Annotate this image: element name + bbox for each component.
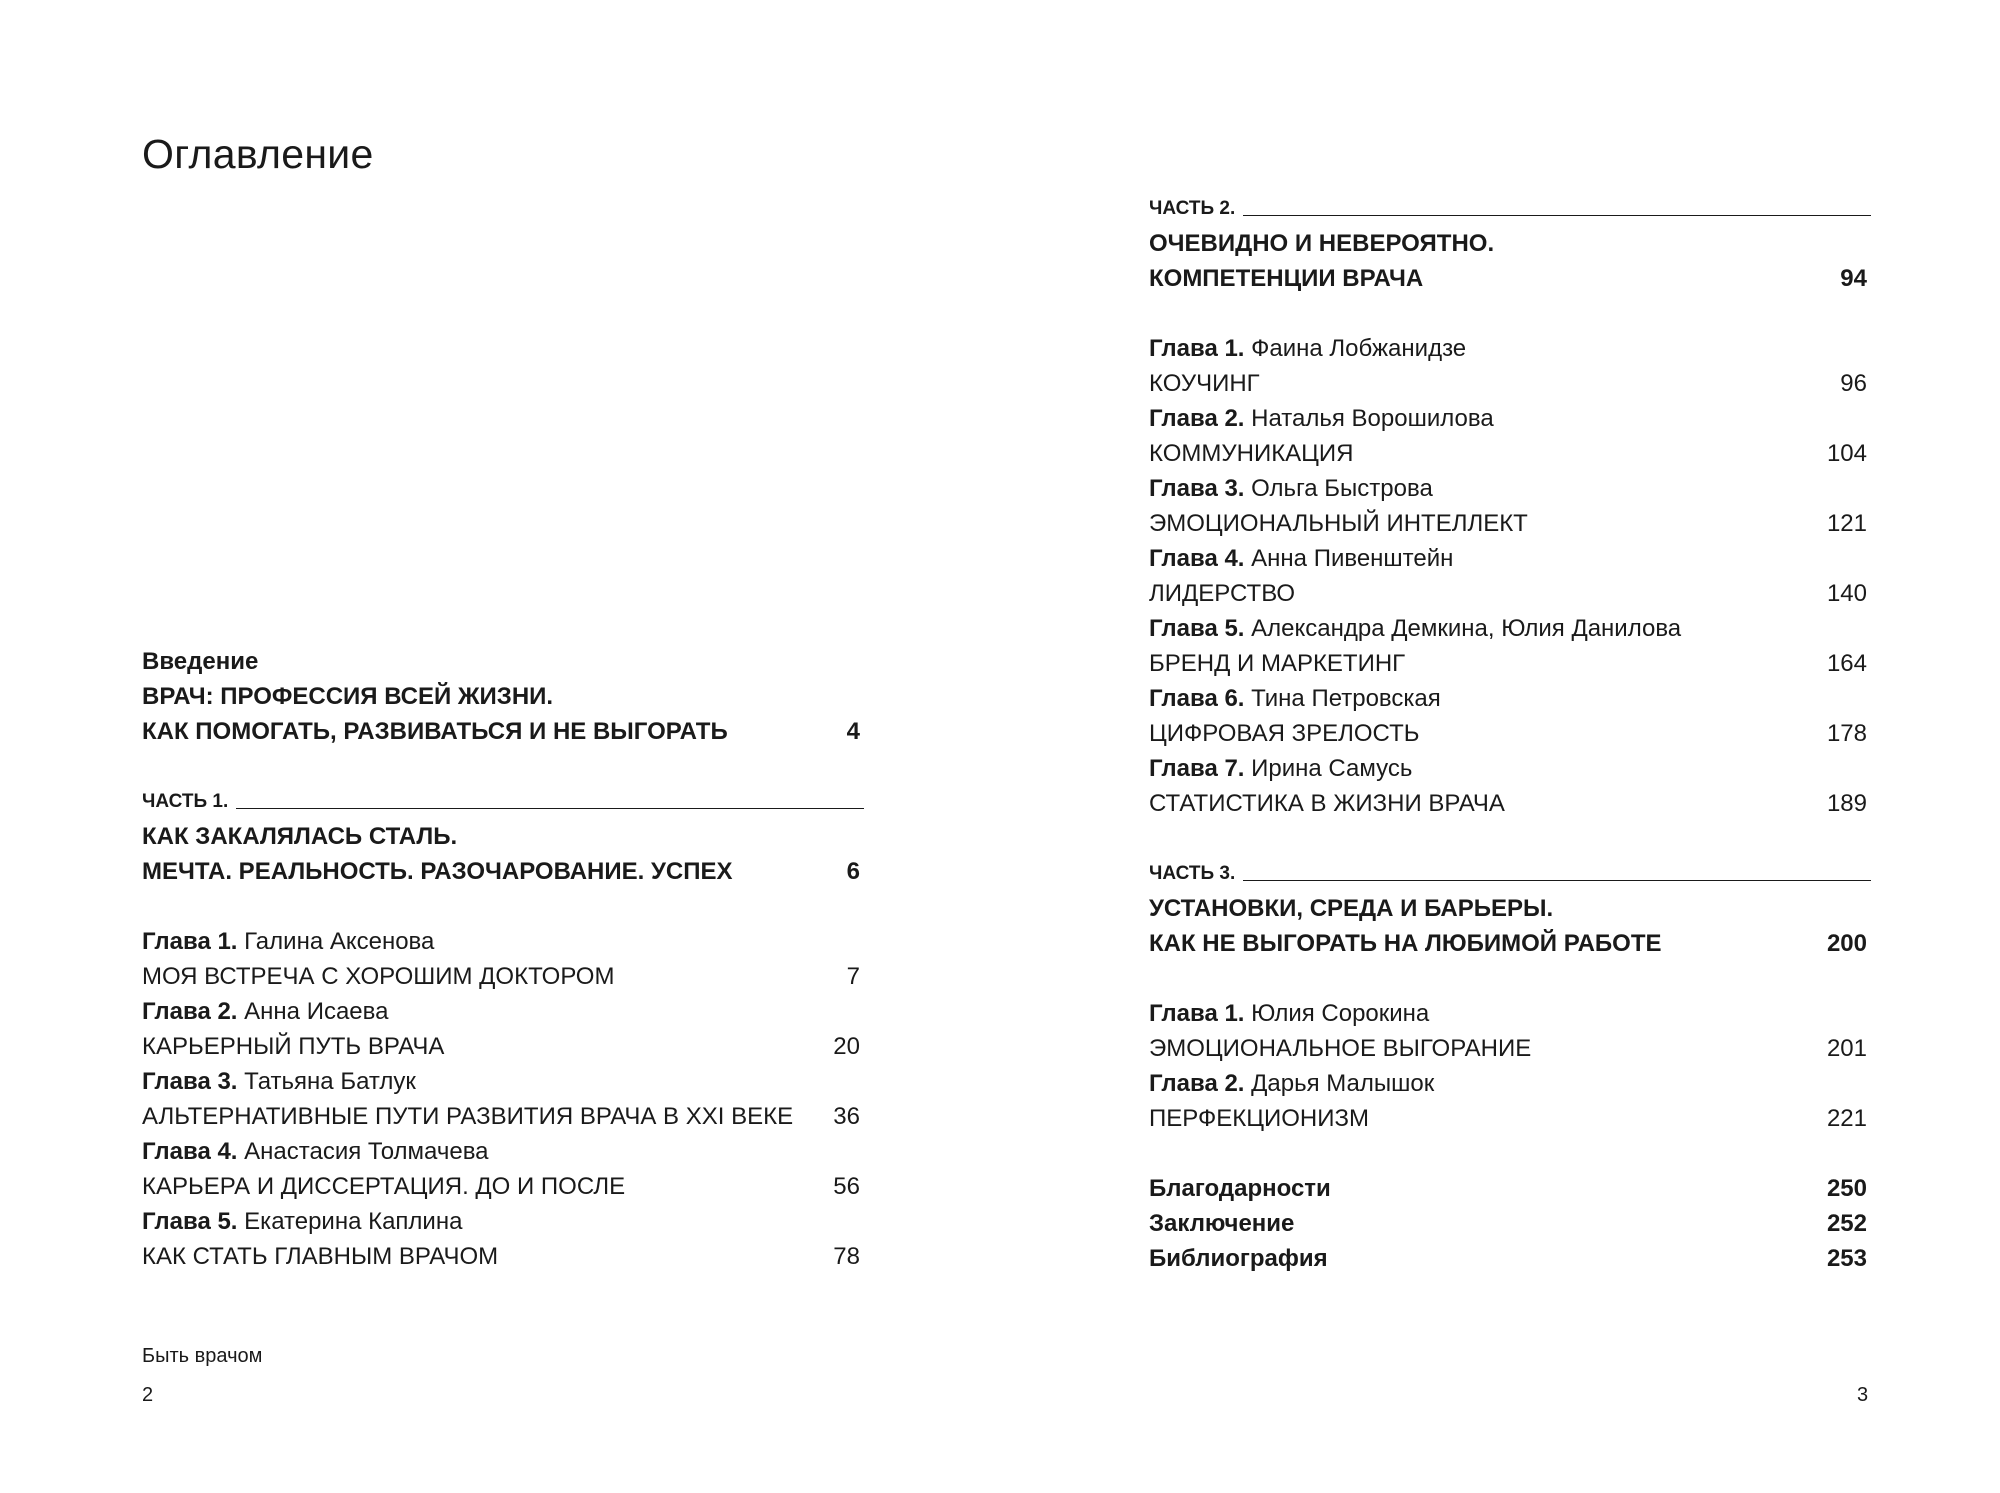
part1-chapter-1[interactable] <box>142 924 864 994</box>
chapter-page-number: 56 <box>833 1173 860 1200</box>
chapter-title: КАРЬЕРНЫЙ ПУТЬ ВРАЧА <box>142 1033 445 1060</box>
chapter-label: Глава 1. <box>1149 1000 1245 1027</box>
part1-title-line1: КАК ЗАКАЛЯЛАСЬ СТАЛЬ. <box>142 823 458 850</box>
chapter-title: СТАТИСТИКА В ЖИЗНИ ВРАЧА <box>1149 790 1505 817</box>
chapter-title-row <box>1149 646 1871 681</box>
chapter-page-number: 104 <box>1826 440 1867 467</box>
part1-chapter-3[interactable] <box>142 1064 864 1134</box>
chapter-author: Фаина Лобжанидзе <box>1251 335 1467 362</box>
chapter-page-number: 121 <box>1826 510 1867 537</box>
chapter-author-row <box>1149 331 1871 366</box>
part2-chapter-7[interactable] <box>1149 751 1871 821</box>
chapter-page-number: 20 <box>833 1033 860 1060</box>
chapter-author-row <box>142 1204 864 1239</box>
part2-chapter-2[interactable] <box>1149 401 1871 471</box>
chapter-label: Глава 4. <box>1149 545 1245 572</box>
chapter-label: Глава 7. <box>1149 755 1245 782</box>
chapter-author: Ирина Самусь <box>1251 755 1413 782</box>
chapter-author: Юлия Сорокина <box>1251 1000 1430 1027</box>
part2-chapter-4[interactable] <box>1149 541 1871 611</box>
chapter-author-row <box>142 924 864 959</box>
chapter-author: Галина Аксенова <box>244 928 435 955</box>
chapter-title-row <box>1149 716 1871 751</box>
intro-page-number: 4 <box>846 718 860 745</box>
chapter-author-row <box>1149 1066 1871 1101</box>
chapter-page-number: 7 <box>846 963 860 990</box>
chapter-author: Татьяна Батлук <box>244 1068 416 1095</box>
chapter-label: Глава 5. <box>142 1208 238 1235</box>
folio-left: 2 <box>142 1384 154 1406</box>
part1-chapter-5[interactable] <box>142 1204 864 1274</box>
chapter-title: ПЕРФЕКЦИОНИЗМ <box>1149 1105 1369 1132</box>
part1-chapter-2[interactable] <box>142 994 864 1064</box>
intro-title-row-1 <box>142 679 864 714</box>
chapter-label: Глава 5. <box>1149 615 1245 642</box>
chapter-author-row <box>142 1064 864 1099</box>
chapter-title-row <box>1149 1101 1871 1136</box>
chapter-title: ЛИДЕРСТВО <box>1149 580 1296 607</box>
chapter-title-row <box>1149 506 1871 541</box>
chapter-label: Глава 6. <box>1149 685 1245 712</box>
folio-right: 3 <box>1857 1384 1869 1406</box>
backmatter-title: Заключение <box>1149 1210 1295 1237</box>
chapter-label: Глава 2. <box>1149 1070 1245 1097</box>
part3-page-number: 200 <box>1826 930 1867 957</box>
chapter-title-row <box>1149 576 1871 611</box>
chapter-title-row <box>142 1029 864 1064</box>
chapter-page-number: 189 <box>1826 790 1867 817</box>
part1-page-number: 6 <box>846 858 860 885</box>
chapter-author-row <box>1149 751 1871 786</box>
chapter-author-row <box>1149 681 1871 716</box>
backmatter-title: Благодарности <box>1149 1175 1331 1202</box>
chapter-label: Глава 2. <box>1149 405 1245 432</box>
chapter-page-number: 96 <box>1840 370 1867 397</box>
page-title: Оглавление <box>142 131 374 177</box>
backmatter-page-number: 253 <box>1826 1245 1867 1272</box>
chapter-title: БРЕНД И МАРКЕТИНГ <box>1149 650 1406 677</box>
toc-left-column <box>142 644 864 1274</box>
part3-chapter-1[interactable] <box>1149 996 1871 1066</box>
chapter-label: Глава 3. <box>1149 475 1245 502</box>
toc-right-column <box>1149 191 1871 1276</box>
part3-title-row-2[interactable] <box>1149 926 1871 961</box>
chapter-author: Анна Исаева <box>244 998 389 1025</box>
chapter-author-row <box>1149 611 1871 646</box>
chapter-title: ЭМОЦИОНАЛЬНОЕ ВЫГОРАНИЕ <box>1149 1035 1532 1062</box>
intro-label-row <box>142 644 864 679</box>
chapter-page-number: 221 <box>1826 1105 1867 1132</box>
chapter-title-row <box>142 1099 864 1134</box>
chapter-title-row <box>1149 786 1871 821</box>
chapter-title: АЛЬТЕРНАТИВНЫЕ ПУТИ РАЗВИТИЯ ВРАЧА В XXI ВЕКЕ <box>142 1103 794 1130</box>
chapter-title-row <box>142 959 864 994</box>
chapter-author-row <box>1149 401 1871 436</box>
chapter-author-row <box>1149 996 1871 1031</box>
intro-label: Введение <box>142 648 259 675</box>
part3-title-row-1 <box>1149 891 1871 926</box>
chapter-author-row <box>142 1134 864 1169</box>
part3-title-line1: УСТАНОВКИ, СРЕДА И БАРЬЕРЫ. <box>1149 895 1554 922</box>
chapter-title: КАК СТАТЬ ГЛАВНЫМ ВРАЧОМ <box>142 1243 499 1270</box>
chapter-title-row <box>1149 1031 1871 1066</box>
part1-rule <box>236 808 864 809</box>
backmatter-page-number: 250 <box>1826 1175 1867 1202</box>
chapter-title: ЦИФРОВАЯ ЗРЕЛОСТЬ <box>1149 720 1420 747</box>
chapter-title: МОЯ ВСТРЕЧА С ХОРОШИМ ДОКТОРОМ <box>142 963 615 990</box>
part2-chapter-3[interactable] <box>1149 471 1871 541</box>
chapter-title-row <box>1149 366 1871 401</box>
chapter-page-number: 36 <box>833 1103 860 1130</box>
part2-label: ЧАСТЬ 2. <box>1149 198 1236 219</box>
part1-header <box>142 784 864 819</box>
part2-title-row-1 <box>1149 226 1871 261</box>
part1-title-row-1 <box>142 819 864 854</box>
part2-header <box>1149 191 1871 226</box>
intro-title-line2: КАК ПОМОГАТЬ, РАЗВИВАТЬСЯ И НЕ ВЫГОРАТЬ <box>142 718 728 745</box>
backmatter-page-number: 252 <box>1826 1210 1867 1237</box>
part2-title-line2: КОМПЕТЕНЦИИ ВРАЧА <box>1149 265 1424 292</box>
chapter-page-number: 140 <box>1826 580 1867 607</box>
chapter-author: Екатерина Каплина <box>244 1208 463 1235</box>
part3-title-line2: КАК НЕ ВЫГОРАТЬ НА ЛЮБИМОЙ РАБОТЕ <box>1149 930 1662 957</box>
backmatter-bibliography[interactable] <box>1149 1241 1871 1276</box>
chapter-author-row <box>1149 471 1871 506</box>
chapter-page-number: 201 <box>1826 1035 1867 1062</box>
part1-chapter-4[interactable] <box>142 1134 864 1204</box>
part2-chapter-1[interactable] <box>1149 331 1871 401</box>
part3-label: ЧАСТЬ 3. <box>1149 863 1236 884</box>
part3-rule <box>1243 880 1871 881</box>
chapter-title-row <box>142 1169 864 1204</box>
chapter-author: Анастасия Толмачева <box>244 1138 489 1165</box>
chapter-author: Анна Пивенштейн <box>1251 545 1454 572</box>
chapter-author-row <box>1149 541 1871 576</box>
chapter-title: КОММУНИКАЦИЯ <box>1149 440 1354 467</box>
chapter-author: Дарья Малышок <box>1251 1070 1435 1097</box>
chapter-author: Ольга Быстрова <box>1251 475 1433 502</box>
part1-title-line2: МЕЧТА. РЕАЛЬНОСТЬ. РАЗОЧАРОВАНИЕ. УСПЕХ <box>142 858 733 885</box>
part2-title-row-2[interactable] <box>1149 261 1871 296</box>
chapter-label: Глава 2. <box>142 998 238 1025</box>
chapter-title: КОУЧИНГ <box>1149 370 1260 397</box>
part3-chapter-2[interactable] <box>1149 1066 1871 1136</box>
chapter-page-number: 178 <box>1826 720 1867 747</box>
intro-title-line1: ВРАЧ: ПРОФЕССИЯ ВСЕЙ ЖИЗНИ. <box>142 683 554 710</box>
part2-rule <box>1243 215 1871 216</box>
part3-header <box>1149 856 1871 891</box>
backmatter-title: Библиография <box>1149 1245 1328 1272</box>
part1-label: ЧАСТЬ 1. <box>142 791 229 812</box>
running-footer-title: Быть врачом <box>142 1345 263 1367</box>
chapter-page-number: 164 <box>1826 650 1867 677</box>
part1-title-row-2[interactable] <box>142 854 864 889</box>
chapter-author: Наталья Ворошилова <box>1251 405 1494 432</box>
chapter-title: КАРЬЕРА И ДИССЕРТАЦИЯ. ДО И ПОСЛЕ <box>142 1173 626 1200</box>
chapter-title-row <box>142 1239 864 1274</box>
part2-title-line1: ОЧЕВИДНО И НЕВЕРОЯТНО. <box>1149 230 1495 257</box>
part2-chapter-6[interactable] <box>1149 681 1871 751</box>
part2-chapter-5[interactable] <box>1149 611 1871 681</box>
backmatter-conclusion[interactable] <box>1149 1206 1871 1241</box>
chapter-author: Александра Демкина, Юлия Данилова <box>1251 615 1682 642</box>
chapter-page-number: 78 <box>833 1243 860 1270</box>
backmatter-acknowledgements[interactable] <box>1149 1171 1871 1206</box>
chapter-label: Глава 3. <box>142 1068 238 1095</box>
chapter-label: Глава 1. <box>142 928 238 955</box>
chapter-title: ЭМОЦИОНАЛЬНЫЙ ИНТЕЛЛЕКТ <box>1149 510 1528 537</box>
chapter-label: Глава 1. <box>1149 335 1245 362</box>
chapter-title-row <box>1149 436 1871 471</box>
chapter-label: Глава 4. <box>142 1138 238 1165</box>
chapter-author: Тина Петровская <box>1251 685 1441 712</box>
chapter-author-row <box>142 994 864 1029</box>
part2-page-number: 94 <box>1840 265 1867 292</box>
intro-title-row-2[interactable] <box>142 714 864 749</box>
